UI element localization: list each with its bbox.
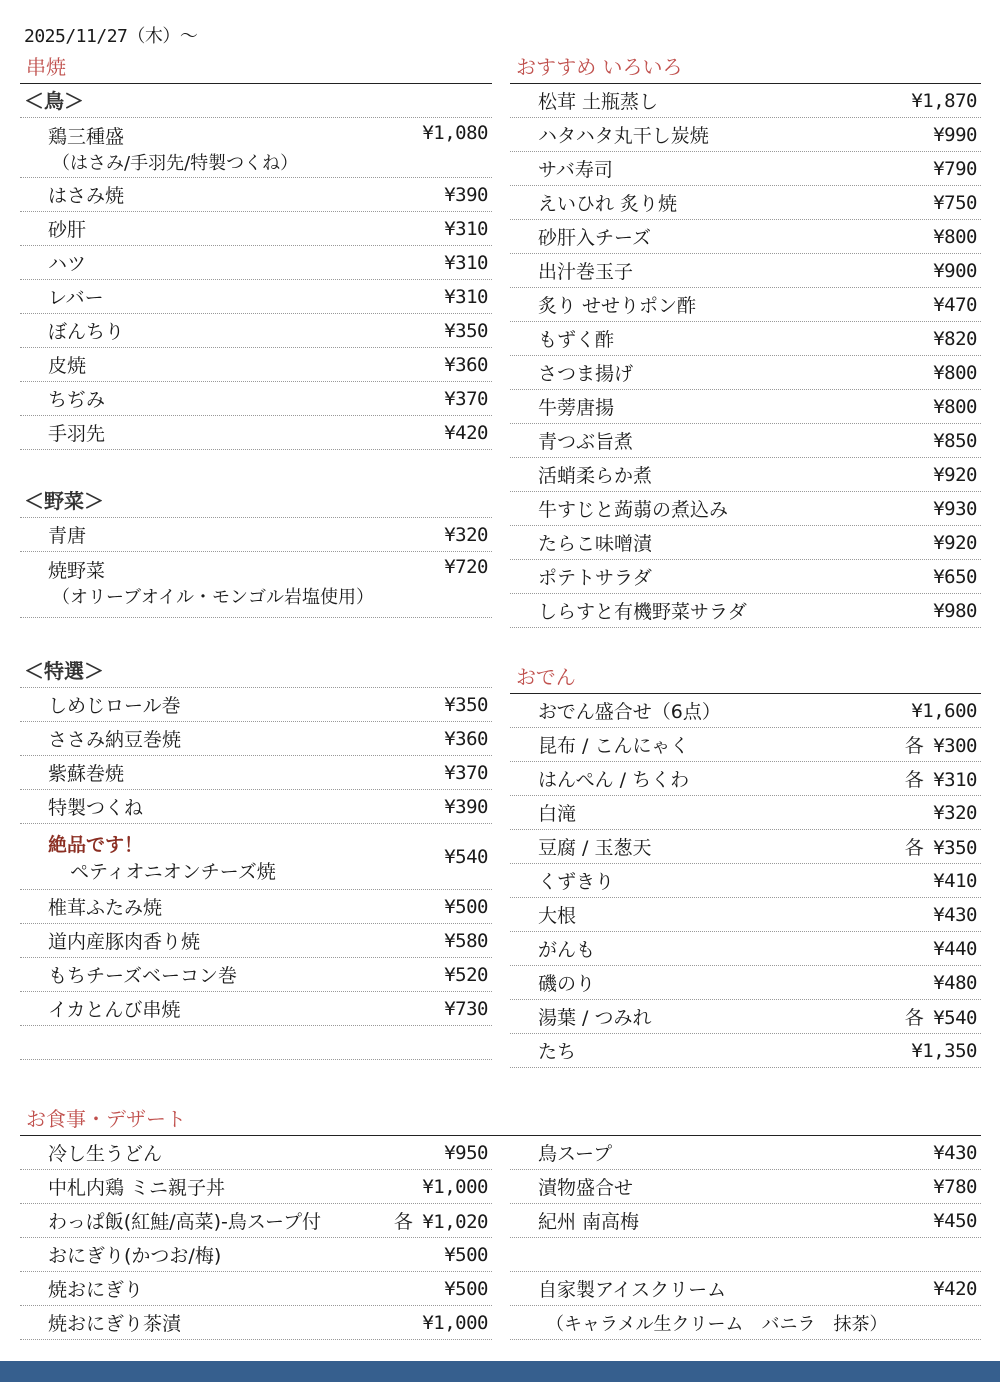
menu-item: [510, 594, 981, 628]
item-name: 大根: [538, 905, 577, 927]
each-label: 各: [393, 1211, 413, 1233]
item-name: 豆腐 / 玉葱天: [538, 837, 652, 859]
menu-item: [20, 1238, 492, 1272]
item-price: ¥920: [933, 463, 977, 486]
item-price: ¥500: [444, 1277, 488, 1300]
menu-item: [20, 924, 492, 958]
item-name: おにぎり(かつお/梅): [48, 1245, 222, 1267]
item-price: ¥310: [444, 251, 488, 274]
item-price: ¥950: [444, 1141, 488, 1164]
menu-item: [20, 992, 492, 1026]
item-name: 椎茸ふたみ焼: [48, 897, 163, 919]
item-name: 手羽先: [48, 423, 106, 445]
menu-item: [510, 492, 981, 526]
item-name: サバ寿司: [538, 159, 613, 181]
menu-item: [20, 280, 492, 314]
osusume-section: [510, 52, 981, 628]
item-price: ¥360: [444, 353, 488, 376]
item-name: 焼おにぎり茶漬: [48, 1313, 182, 1335]
item-name: 自家製アイスクリーム: [538, 1279, 727, 1301]
item-price: ¥430: [933, 1141, 977, 1164]
item-price: ¥390: [444, 795, 488, 818]
item-price: ¥980: [933, 599, 977, 622]
item-name: もちチーズベーコン巻: [48, 965, 238, 987]
menu-item: [510, 186, 981, 220]
menu-item: [510, 356, 981, 390]
item-name: 青唐: [48, 525, 87, 547]
item-price: ¥430: [933, 903, 977, 926]
item-price: ¥730: [444, 997, 488, 1020]
item-price: ¥310: [444, 285, 488, 308]
item-price: ¥520: [444, 963, 488, 986]
item-name: 漬物盛合せ: [538, 1177, 634, 1199]
menu-item: [20, 552, 492, 618]
blank-row: [510, 1238, 981, 1272]
item-price: 各 ¥1,020: [393, 1211, 488, 1233]
item-name: ペティオニオンチーズ焼: [70, 860, 276, 883]
item-name: えいひれ 炙り焼: [538, 193, 678, 215]
item-name: しらすと有機野菜サラダ: [538, 601, 747, 623]
item-price: ¥900: [933, 259, 977, 282]
item-price: ¥650: [933, 565, 977, 588]
item-price: ¥310: [444, 217, 488, 240]
menu-item: [20, 1306, 492, 1340]
oden-section: [510, 662, 981, 1068]
kushiyaki-section: [20, 52, 492, 1060]
item-name: わっぱ飯(紅鮭/高菜)-鳥スープ付: [48, 1211, 321, 1233]
menu-item: [20, 314, 492, 348]
section-title-osusume: おすすめ いろいろ: [510, 52, 981, 84]
item-name: 松茸 土瓶蒸し: [538, 91, 659, 113]
menu-item: [510, 390, 981, 424]
subsection-title-tokusen: ＜特選＞: [20, 654, 492, 688]
menu-item: [510, 1034, 981, 1068]
item-name: しめじロール巻: [48, 695, 181, 717]
item-price: ¥420: [933, 1277, 977, 1300]
item-price: ¥1,870: [911, 89, 977, 112]
menu-item: [510, 322, 981, 356]
menu-item: [20, 890, 492, 924]
item-price: ¥920: [933, 531, 977, 554]
menu-item: [20, 958, 492, 992]
item-price: ¥750: [933, 191, 977, 214]
item-price: ¥800: [933, 361, 977, 384]
menu-item: [20, 212, 492, 246]
menu-item: [510, 1272, 981, 1306]
item-price: ¥990: [933, 123, 977, 146]
menu-item: [510, 1136, 981, 1170]
item-price: ¥930: [933, 497, 977, 520]
item-price: ¥500: [444, 1243, 488, 1266]
item-name: 牛蒡唐揚: [538, 397, 615, 419]
menu-item: [20, 118, 492, 178]
menu-item: [20, 178, 492, 212]
item-name: がんも: [538, 939, 596, 961]
menu-item: [20, 382, 492, 416]
item-note: （キャラメル生クリーム バニラ 抹茶）: [546, 1313, 888, 1335]
item-name: 白滝: [538, 803, 577, 825]
item-price: 各 ¥540: [904, 1007, 977, 1029]
menu-item: [20, 1170, 492, 1204]
item-price: ¥1,000: [422, 1175, 488, 1198]
menu-item: [510, 458, 981, 492]
item-name: ぼんちり: [48, 321, 125, 343]
menu-item: [20, 688, 492, 722]
item-price: ¥370: [444, 761, 488, 784]
item-name: 出汁巻玉子: [538, 261, 634, 283]
featured-label: 絶品です！: [48, 833, 144, 856]
menu-item: [20, 416, 492, 450]
item-price: ¥540: [444, 845, 488, 868]
item-name: 牛すじと蒟蒻の煮込み: [538, 499, 729, 521]
item-price: ¥370: [444, 387, 488, 410]
item-price: 各 ¥350: [904, 837, 977, 859]
menu-item: [510, 220, 981, 254]
item-price: ¥470: [933, 293, 977, 316]
item-name: もずく酢: [538, 329, 615, 351]
shokuji-section: [20, 1104, 981, 1136]
item-name: ハツ: [48, 253, 87, 275]
item-price: ¥420: [444, 421, 488, 444]
menu-item: [20, 1204, 492, 1238]
menu-item: [510, 424, 981, 458]
menu-item-note: [510, 1306, 981, 1340]
item-name: 紀州 南高梅: [538, 1211, 640, 1233]
each-label: 各: [904, 837, 924, 859]
item-price: ¥450: [933, 1209, 977, 1232]
item-name: くずきり: [538, 871, 615, 893]
item-name: 砂肝入チーズ: [538, 227, 652, 249]
menu-item: [510, 288, 981, 322]
item-name: 特製つくね: [48, 797, 144, 819]
section-title-kushiyaki: 串焼: [20, 52, 492, 84]
menu-item: [20, 518, 492, 552]
item-name: 磯のり: [538, 973, 596, 995]
item-name: おでん盛合せ（6点）: [538, 701, 721, 723]
menu-item: [20, 348, 492, 382]
item-name: 皮焼: [48, 355, 87, 377]
item-name: レバー: [48, 287, 104, 309]
menu-item: [510, 796, 981, 830]
menu-item: [20, 1272, 492, 1306]
item-price: ¥580: [444, 929, 488, 952]
menu-item: [510, 1000, 981, 1034]
item-name: ポテトサラダ: [538, 567, 652, 589]
item-name: 炙り せせりポン酢: [538, 295, 697, 317]
item-price: ¥820: [933, 327, 977, 350]
item-name: はさみ焼: [48, 185, 125, 207]
menu-item: [20, 756, 492, 790]
item-price: ¥780: [933, 1175, 977, 1198]
item-price: ¥350: [444, 693, 488, 716]
item-price: ¥360: [444, 727, 488, 750]
item-note: （オリーブオイル・モンゴル岩塩使用）: [52, 587, 375, 608]
item-name: 道内産豚肉香り焼: [48, 931, 201, 953]
each-label: 各: [904, 735, 924, 757]
menu-item: [510, 728, 981, 762]
menu-item: [510, 898, 981, 932]
item-price: 各 ¥300: [904, 735, 977, 757]
item-price: ¥790: [933, 157, 977, 180]
item-name: 紫蘇巻焼: [48, 763, 125, 785]
item-name: 昆布 / こんにゃく: [538, 735, 690, 757]
item-price: ¥800: [933, 395, 977, 418]
item-price: ¥320: [933, 801, 977, 824]
menu-item: [510, 118, 981, 152]
shokuji-right: [510, 1136, 981, 1340]
item-price: ¥1,600: [911, 699, 977, 722]
each-label: 各: [904, 1007, 924, 1029]
menu-item: [510, 864, 981, 898]
shokuji-left: [20, 1136, 492, 1340]
item-note: （はさみ/手羽先/特製つくね）: [52, 153, 299, 174]
item-price: ¥500: [444, 895, 488, 918]
section-title-oden: おでん: [510, 662, 981, 694]
menu-item: [20, 246, 492, 280]
menu-item: [510, 932, 981, 966]
footer-bar: [0, 1361, 1000, 1382]
item-name: 中札内鶏 ミニ親子丼: [48, 1177, 226, 1199]
item-name: ハタハタ丸干し炭焼: [538, 125, 709, 147]
item-price: ¥320: [444, 523, 488, 546]
subsection-title-yasai: ＜野菜＞: [20, 484, 492, 518]
item-price: ¥480: [933, 971, 977, 994]
item-price: ¥720: [444, 556, 488, 578]
item-name: 砂肝: [48, 219, 87, 241]
item-name: 焼おにぎり: [48, 1279, 144, 1301]
item-name: 青つぶ旨煮: [538, 431, 634, 453]
item-price: ¥410: [933, 869, 977, 892]
menu-item: [510, 152, 981, 186]
menu-item: [510, 1204, 981, 1238]
item-price: 各 ¥310: [904, 769, 977, 791]
item-name: さつま揚げ: [538, 363, 634, 385]
menu-item: [20, 1136, 492, 1170]
item-name: 湯葉 / つみれ: [538, 1007, 652, 1029]
menu-item: [510, 254, 981, 288]
menu-item: [510, 526, 981, 560]
item-price: ¥1,350: [911, 1039, 977, 1062]
menu-item: [510, 830, 981, 864]
menu-item: [510, 84, 981, 118]
blank-row: [20, 1026, 492, 1060]
menu-item: [510, 560, 981, 594]
each-label: 各: [904, 769, 924, 791]
item-name: たらこ味噌漬: [538, 533, 653, 555]
item-name: 鳥スープ: [538, 1143, 613, 1165]
menu-item: [510, 694, 981, 728]
menu-item: [20, 790, 492, 824]
item-name: 焼野菜: [48, 560, 106, 582]
menu-item-featured: [20, 824, 492, 890]
item-price: ¥390: [444, 183, 488, 206]
menu-item: [510, 762, 981, 796]
item-price: ¥850: [933, 429, 977, 452]
item-name: 鶏三種盛: [48, 126, 125, 148]
item-name: はんぺん / ちくわ: [538, 769, 690, 791]
item-name: ささみ納豆巻焼: [48, 729, 182, 751]
menu-item: [510, 966, 981, 1000]
menu-item: [510, 1170, 981, 1204]
item-name: イカとんび串焼: [48, 999, 181, 1021]
item-price: ¥1,080: [422, 122, 488, 144]
item-price: ¥440: [933, 937, 977, 960]
section-title-shokuji: お食事・デザート: [20, 1104, 981, 1136]
subsection-title-tori: ＜鳥＞: [20, 84, 492, 118]
menu-item: [20, 722, 492, 756]
menu-date: 2025/11/27（木）〜: [24, 26, 198, 47]
item-name: 活蛸柔らか煮: [538, 465, 653, 487]
item-price: ¥1,000: [422, 1311, 488, 1334]
item-price: ¥350: [444, 319, 488, 342]
item-name: 冷し生うどん: [48, 1143, 163, 1165]
item-name: ちぢみ: [48, 389, 106, 411]
item-price: ¥800: [933, 225, 977, 248]
item-name: たち: [538, 1041, 577, 1063]
